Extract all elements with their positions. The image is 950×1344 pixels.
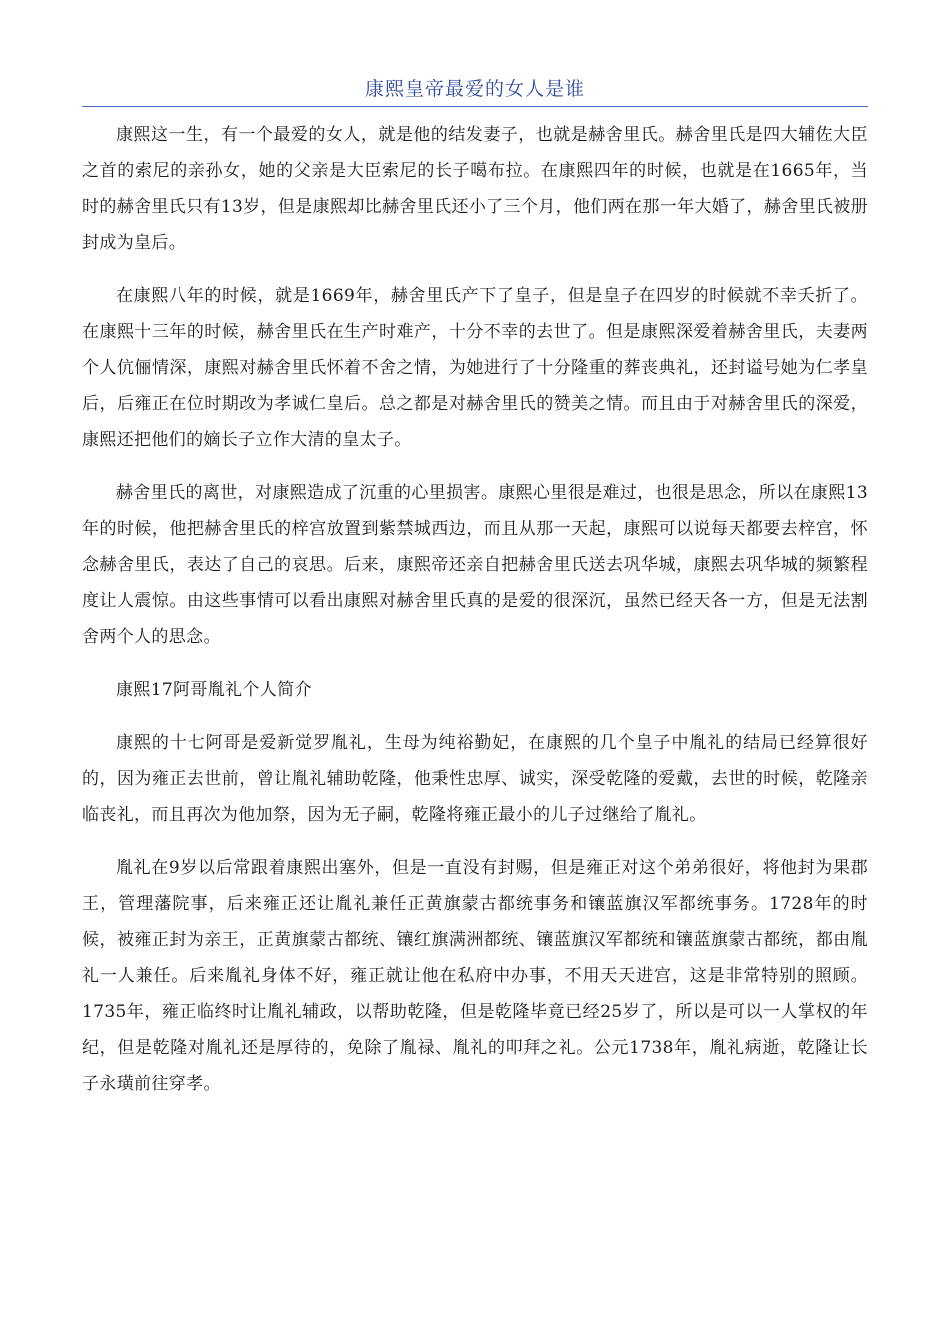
section-heading-yinli: 康熙17阿哥胤礼个人简介 [116, 680, 312, 700]
title-divider [82, 106, 868, 107]
paragraph-first-love: 康熙这一生，有一个最爱的女人，就是他的结发妻子，也就是赫舍里氏。赫舍里氏是四大辅佐大臣之首的索尼的亲孙女，她的父亲是大臣索尼的长子噶布拉。在康熙四年的时候，也就是在1665年，当时的赫舍里氏只有13岁，但是康熙却比赫舍里氏还小了三个月，他们两在那一年大婚了，赫舍里氏被册封成为皇后。 [82, 125, 868, 253]
paragraph-yinli-career: 胤礼在9岁以后常跟着康熙出塞外，但是一直没有封赐，但是雍正对这个弟弟很好，将他封为果郡王，管理藩院事，后来雍正还让胤礼兼任正黄旗蒙古都统事务和镶蓝旗汉军都统事务。1728年的时候，被雍正封为亲王，正黄旗蒙古都统、镶红旗满洲都统、镶蓝旗汉军都统和镶蓝旗蒙古都统，都由胤礼一人兼任。后来胤礼身体不好，雍正就让他在私府中办事，不用天天进宫，这是非常特别的照顾。1735年，雍正临终时让胤礼辅政，以帮助乾隆，但是乾隆毕竟已经25岁了，所以是可以一人掌权的年纪，但是乾隆对胤礼还是厚待的，免除了胤禄、胤礼的叩拜之礼。公元1738年，胤礼病逝，乾隆让长子永璜前往穿孝。 [82, 858, 868, 1094]
document-title: 康熙皇帝最爱的女人是谁 [364, 78, 585, 100]
paragraph-mourning: 赫舍里氏的离世，对康熙造成了沉重的心里损害。康熙心里很是难过，也很是思念，所以在康熙13年的时候，他把赫舍里氏的梓宫放置到紫禁城西边，而且从那一天起，康熙可以说每天都要去梓宫，怀念赫舍里氏，表达了自己的哀思。后来，康熙帝还亲自把赫舍里氏送去巩华城，康熙去巩华城的频繁程度让人震惊。由这些事情可以看出康熙对赫舍里氏真的是爱的很深沉，虽然已经天各一方，但是无法割舍两个人的思念。 [82, 483, 868, 647]
paragraph-yinli-intro: 康熙的十七阿哥是爱新觉罗胤礼，生母为纯裕勤妃，在康熙的几个皇子中胤礼的结局已经算很好的，因为雍正去世前，曾让胤礼辅助乾隆，他秉性忠厚、诚实，深受乾隆的爱戴，去世的时候，乾隆亲临丧礼，而且再次为他加祭，因为无子嗣，乾隆将雍正最小的儿子过继给了胤礼。 [82, 733, 868, 825]
document-body [82, 117, 868, 1102]
paragraph-death: 在康熙八年的时候，就是1669年，赫舍里氏产下了皇子，但是皇子在四岁的时候就不幸夭折了。在康熙十三年的时候，赫舍里氏在生产时难产，十分不幸的去世了。但是康熙深爱着赫舍里氏，夫妻两个人伉俪情深，康熙对赫舍里氏怀着不舍之情，为她进行了十分隆重的葬丧典礼，还封谥号她为仁孝皇后，后雍正在位时期改为孝诚仁皇后。总之都是对赫舍里氏的赞美之情。而且由于对赫舍里氏的深爱，康熙还把他们的嫡长子立作大清的皇太子。 [82, 286, 868, 450]
document-page [82, 74, 868, 1119]
